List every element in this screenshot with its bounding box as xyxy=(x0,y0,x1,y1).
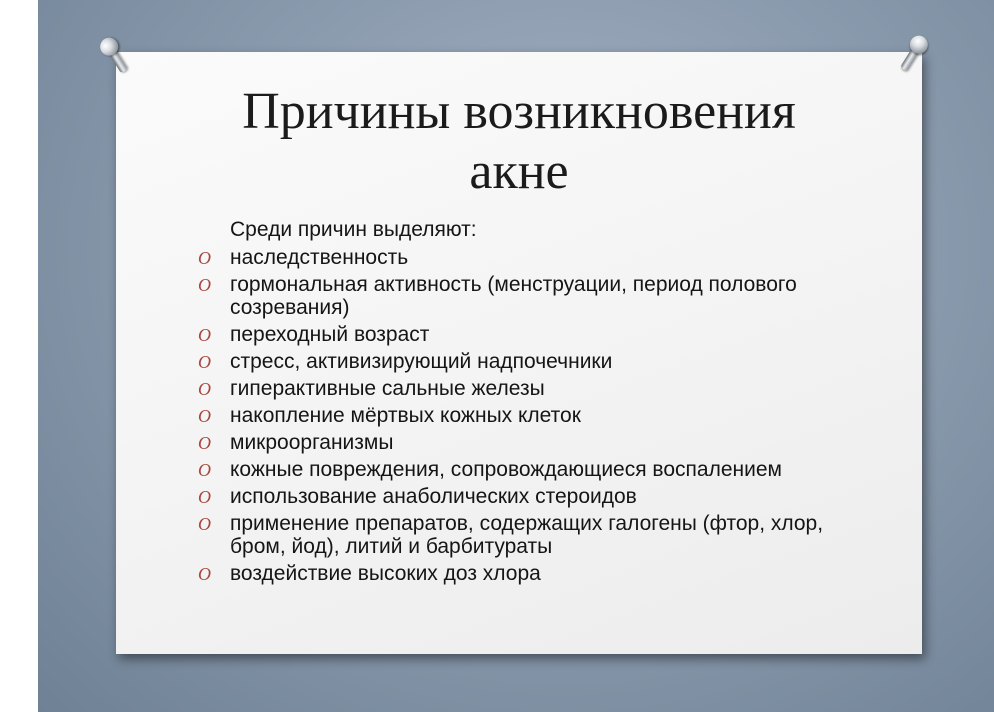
list-item-text: кожные повреждения, сопровождающиеся воспалением xyxy=(230,458,782,481)
slide-title-line-1: Причины возникновения xyxy=(242,83,796,140)
list-item-text: микроорганизмы xyxy=(230,431,394,454)
bullet-marker-icon: O xyxy=(198,379,211,399)
list-item-text: накопление мёртвых кожных клеток xyxy=(230,404,581,427)
bullet-marker-icon: O xyxy=(198,433,211,453)
list-item-text: гормональная активность (менструации, период полового созревания) xyxy=(230,273,797,319)
bullet-marker-icon: O xyxy=(198,325,211,345)
list-item xyxy=(196,377,856,400)
bullet-marker-icon: O xyxy=(198,460,211,480)
list-item xyxy=(196,562,856,585)
list-item xyxy=(196,404,856,427)
bullet-marker-icon: O xyxy=(198,487,211,507)
list-item-text: стресс, активизирующий надпочечники xyxy=(230,350,613,373)
list-item xyxy=(196,273,856,319)
list-item xyxy=(196,246,856,269)
bullet-marker-icon: O xyxy=(198,248,211,268)
slide-title-line-2: акне xyxy=(469,143,569,200)
list-item-text: использование анаболических стероидов xyxy=(230,485,637,508)
list-item xyxy=(196,323,856,346)
bullet-marker-icon: O xyxy=(198,275,211,295)
bullet-marker-icon: O xyxy=(198,564,211,584)
list-item-text: воздействие высоких доз хлора xyxy=(230,562,541,585)
causes-list xyxy=(196,246,856,589)
list-item-text: применение препаратов, содержащих галогены (фтор, хлор, бром, йод), литий и барбитураты xyxy=(230,512,824,558)
list-item xyxy=(196,512,856,558)
bullet-marker-icon: O xyxy=(198,406,211,426)
list-item-text: наследственность xyxy=(230,246,409,269)
bullet-marker-icon: O xyxy=(198,352,211,372)
list-item xyxy=(196,350,856,373)
list-item-text: гиперактивные сальные железы xyxy=(230,377,545,400)
list-item xyxy=(196,458,856,481)
list-item-text: переходный возраст xyxy=(230,323,430,346)
slide-title xyxy=(116,82,922,202)
list-item xyxy=(196,485,856,508)
list-item xyxy=(196,431,856,454)
intro-text: Среди причин выделяют: xyxy=(230,218,477,241)
bullet-marker-icon: O xyxy=(198,514,211,534)
